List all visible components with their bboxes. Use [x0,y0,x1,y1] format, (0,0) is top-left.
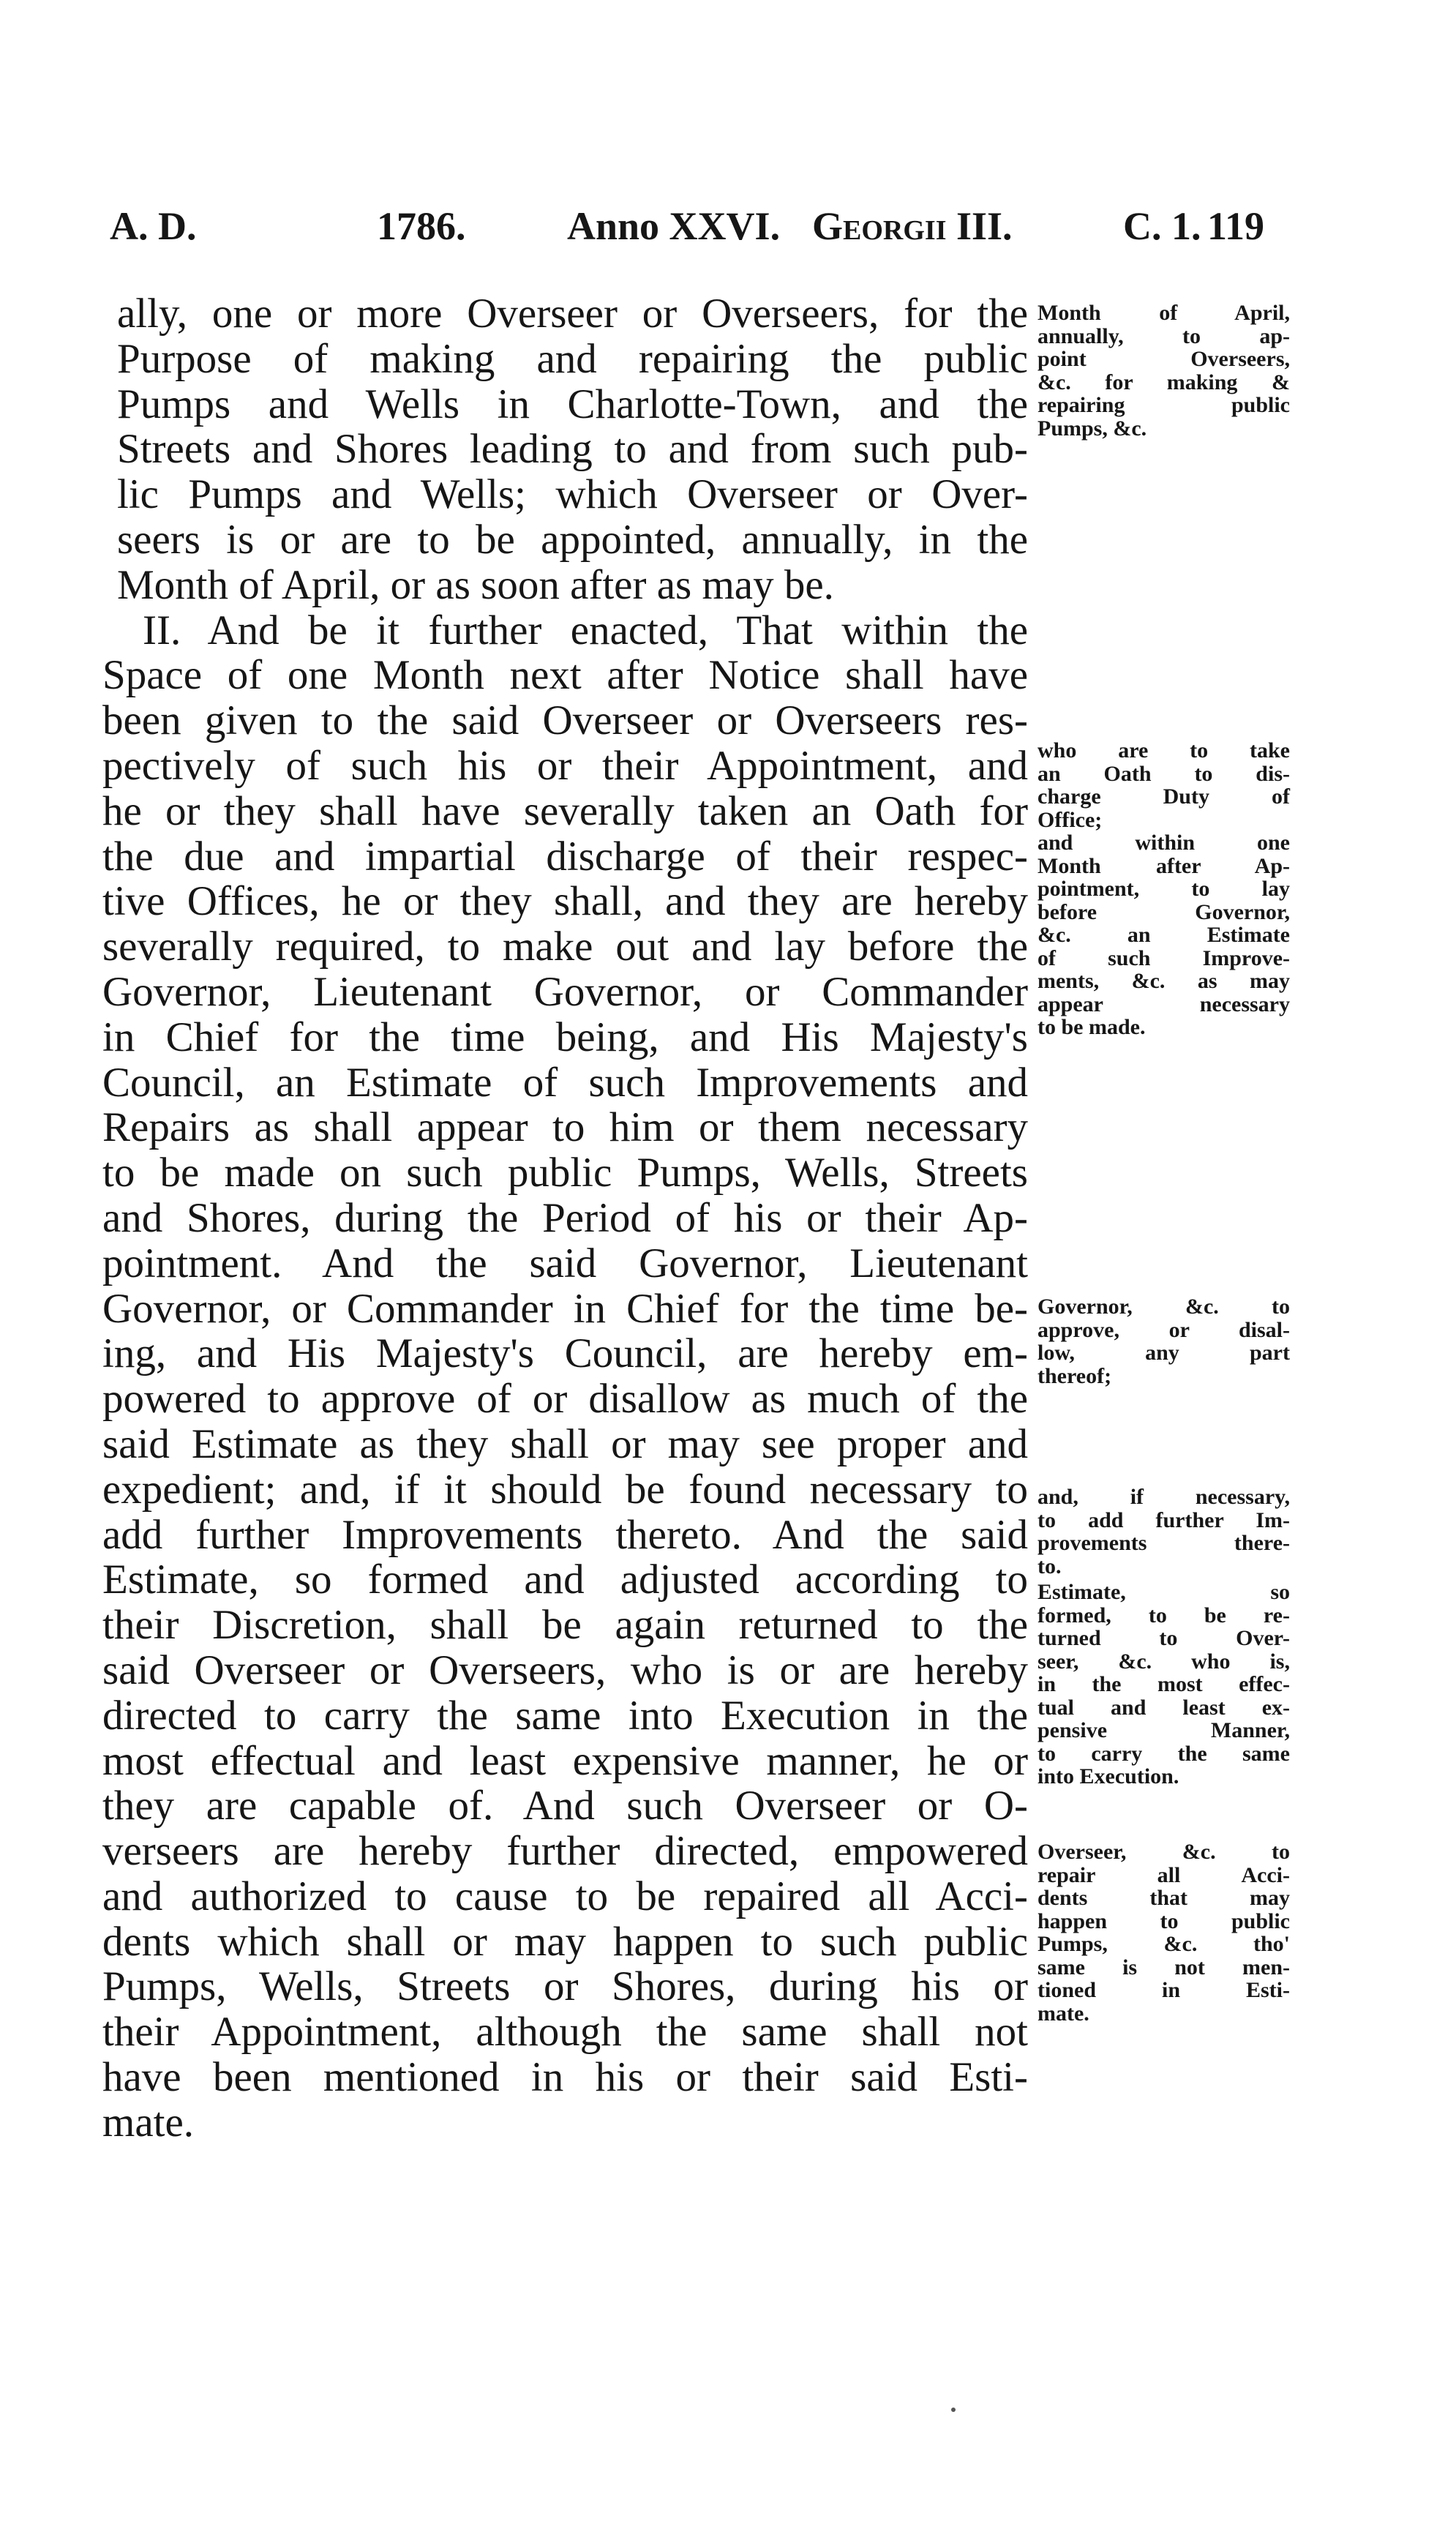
margin-note-line: Overseer, &c. to [1037,1840,1290,1864]
body-line: and authorized to cause to be repaired all Acci- [102,1873,1028,1919]
header-year: 1786. [377,204,466,248]
margin-note-line: dents that may [1037,1886,1290,1910]
body-line: Estimate, so formed and adjusted according to [102,1556,1028,1603]
body-line: Repairs as shall appear to him or them necessary [102,1104,1028,1151]
body-line: in Chief for the time being, and His Majesty's [102,1014,1028,1060]
margin-note-line: in the most effec- [1037,1672,1290,1696]
section-ii-start: II. And be it further enacted, That within the [143,607,1028,653]
body-line: ally, one or more Overseer or Overseers, for the [117,291,1028,337]
margin-note-line: formed, to be re- [1037,1603,1290,1627]
margin-note-line: Estimate, so [1037,1580,1290,1604]
body-line: Council, an Estimate of such Improvements and [102,1059,1028,1106]
margin-note-line: turned to Over- [1037,1626,1290,1650]
body-line: to be made on such public Pumps, Wells, Streets [102,1150,1028,1196]
margin-note-overseers [1037,301,1290,440]
margin-note-line: to carry the same [1037,1741,1290,1766]
body-line: they are capable of. And such Overseer or O- [102,1783,1028,1829]
body-line: he or they shall have severally taken an Oath for [102,787,1028,834]
margin-note-line: an Oath to dis- [1037,761,1290,786]
margin-note-line: thereof; [1037,1363,1112,1388]
margin-note-line: same is not men- [1037,1955,1290,1979]
margin-note-line: and within one [1037,831,1290,855]
body-line: severally required, to make out and lay before the [102,924,1028,970]
margin-note-line: seer, &c. who is, [1037,1649,1290,1674]
body-line: expedient; and, if it should be found necessary to [102,1466,1028,1513]
margin-note-line: happen to public [1037,1908,1290,1933]
body-line: Space of one Month next after Notice shall have [102,652,1028,699]
margin-note-line: to. [1037,1554,1062,1578]
body-line: Governor, Lieutenant Governor, or Commander [102,968,1028,1015]
body-line: the due and impartial discharge of their respec- [102,833,1028,880]
margin-note-line: and, if necessary, [1037,1485,1290,1509]
margin-note-line: into Execution. [1037,1764,1179,1788]
page-number: 119 [1207,204,1265,248]
margin-note-repair-accidents [1037,1840,1290,2025]
margin-note-oath-estimate [1037,739,1290,1039]
margin-note-line: &c. an Estimate [1037,923,1290,947]
body-line: add further Improvements thereto. And the said [102,1511,1028,1558]
body-line: Pumps and Wells in Charlotte-Town, and the [117,381,1028,427]
margin-note-line: Month after Ap- [1037,853,1290,878]
body-line: directed to carry the same into Execution in the [102,1692,1028,1739]
body-line: said Overseer or Overseers, who is or are hereby [102,1646,1028,1693]
margin-note-line: who are to take [1037,738,1290,763]
margin-note-line: repair all Acci- [1037,1862,1290,1887]
margin-note-line: appear necessary [1037,992,1290,1016]
running-header [110,203,1295,262]
margin-note-line: point Overseers, [1037,347,1290,371]
body-line: seers is or are to be appointed, annually, in the [117,516,1028,563]
body-line: said Estimate as they shall or may see proper and [102,1420,1028,1467]
body-line: been given to the said Overseer or Overseers res- [102,697,1028,744]
body-line: Governor, or Commander in Chief for the time be- [102,1285,1028,1332]
body-line: their Appointment, although the same shall not [102,2009,1028,2056]
margin-note-line: tual and least ex- [1037,1695,1290,1720]
margin-note-line: charge Duty of [1037,784,1290,809]
margin-note-line: Office; [1037,807,1103,832]
body-line: ing, and His Majesty's Council, are hereby em- [102,1330,1028,1377]
body-line: Month of April, or as soon after as may be. [117,561,834,608]
margin-note-line: pointment, to lay [1037,877,1290,901]
margin-note-line: repairing public [1037,393,1290,417]
margin-note-line: to add further Im- [1037,1507,1290,1532]
header-chapter: C. 1. [1123,204,1201,248]
margin-note-line: Month of April, [1037,301,1290,325]
body-line: have been mentioned in his or their said Esti- [102,2054,1028,2101]
body-line: lic Pumps and Wells; which Overseer or Over- [117,471,1028,518]
body-line: their Discretion, shall be again returned to the [102,1602,1028,1649]
body-line: Purpose of making and repairing the public [117,335,1028,382]
margin-note-governor-approve [1037,1295,1290,1387]
body-line: powered to approve of or disallow as much of the [102,1376,1028,1423]
header-reign: Georgii III. [812,204,1013,248]
body-line: Pumps, Wells, Streets or Shores, during his or [102,1963,1028,2010]
body-line: pointment. And the said Governor, Lieutenant [102,1240,1028,1286]
margin-note-line: of such Improve- [1037,945,1290,970]
body-line: mate. [102,2099,195,2146]
margin-note-line: Pumps, &c. [1037,416,1147,441]
body-line: dents which shall or may happen to such public [102,1918,1028,1965]
margin-note-line: ments, &c. as may [1037,969,1290,993]
body-line: and Shores, during the Period of his or their Ap- [102,1194,1028,1241]
body-line: pectively of such his or their Appointment, and [102,742,1028,789]
body-line: most effectual and least expensive manner, he or [102,1737,1028,1784]
margin-note-line: to be made. [1037,1015,1146,1039]
body-line: Streets and Shores leading to and from such pub- [117,426,1028,473]
margin-note-line: Governor, &c. to [1037,1295,1290,1319]
margin-note-line: provements there- [1037,1531,1290,1555]
header-anno: Anno XXVI. [567,204,781,248]
printer-mark [951,2408,956,2412]
margin-note-line: low, any part [1037,1341,1290,1365]
body-line: tive Offices, he or they shall, and they are hereby [102,878,1028,925]
margin-note-line: approve, or disal- [1037,1317,1290,1342]
header-ad: A. D. [110,204,197,248]
margin-note-estimate-returned [1037,1581,1290,1788]
margin-note-line: before Governor, [1037,899,1290,924]
margin-note-further-improvements [1037,1486,1290,1578]
body-line: verseers are hereby further directed, empowered [102,1828,1028,1875]
margin-note-line: annually, to ap- [1037,323,1290,348]
statute-body [102,291,1028,2146]
margin-note-line: mate. [1037,2001,1089,2026]
margin-note-line: tioned in Esti- [1037,1978,1290,2002]
margin-note-line: pensive Manner, [1037,1718,1290,1742]
margin-note-line: &c. for making & [1037,370,1290,394]
margin-note-line: Pumps, &c. tho' [1037,1932,1290,1956]
